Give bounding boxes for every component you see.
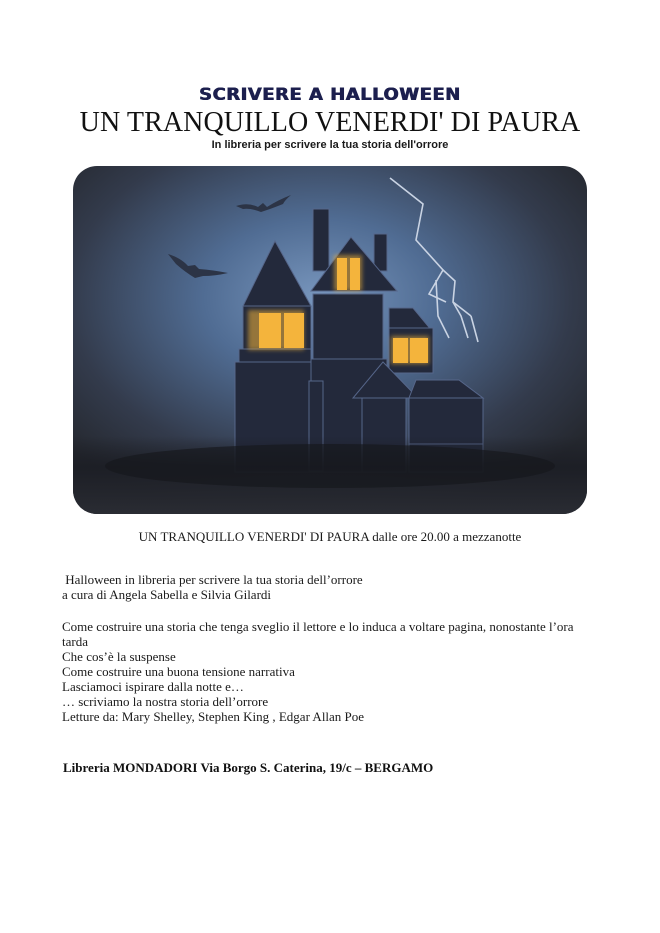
program-item: Come costruire una storia che tenga sveglio il lettore e lo induca a voltare pagina, nonostante l’ora tarda — [62, 619, 577, 649]
readings-line: Letture da: Mary Shelley, Stephen King , Edgar Allan Poe — [62, 709, 365, 724]
curators-line: a cura di Angela Sabella e Silvia Gilardi — [62, 587, 272, 602]
program-item: … scriviamo la nostra storia dell’orrore — [62, 694, 269, 709]
venue-address: Libreria MONDADORI Via Borgo S. Caterina, 19/c – BERGAMO — [63, 760, 434, 775]
subtitle: In libreria per scrivere la tua storia dell'orrore — [211, 139, 449, 151]
spacer — [62, 602, 602, 619]
program-item: Come costruire una buona tensione narrativa — [62, 664, 295, 679]
event-time-line: UN TRANQUILLO VENERDI' DI PAURA dalle ore 20.00 a mezzanotte — [138, 529, 522, 544]
event-description — [62, 572, 602, 724]
program-item: Che cos’è la suspense — [62, 649, 176, 664]
program-item: Lasciamoci ispirare dalla notte e… — [62, 679, 244, 694]
event-kicker-title: SCRIVERE A HALLOWEEN — [199, 84, 461, 105]
haunted-house-illustration — [73, 166, 587, 514]
page-title: UN TRANQUILLO VENERDI' DI PAURA — [79, 107, 581, 138]
intro-line: Halloween in libreria per scrivere la tua storia dell’orrore — [62, 572, 363, 587]
